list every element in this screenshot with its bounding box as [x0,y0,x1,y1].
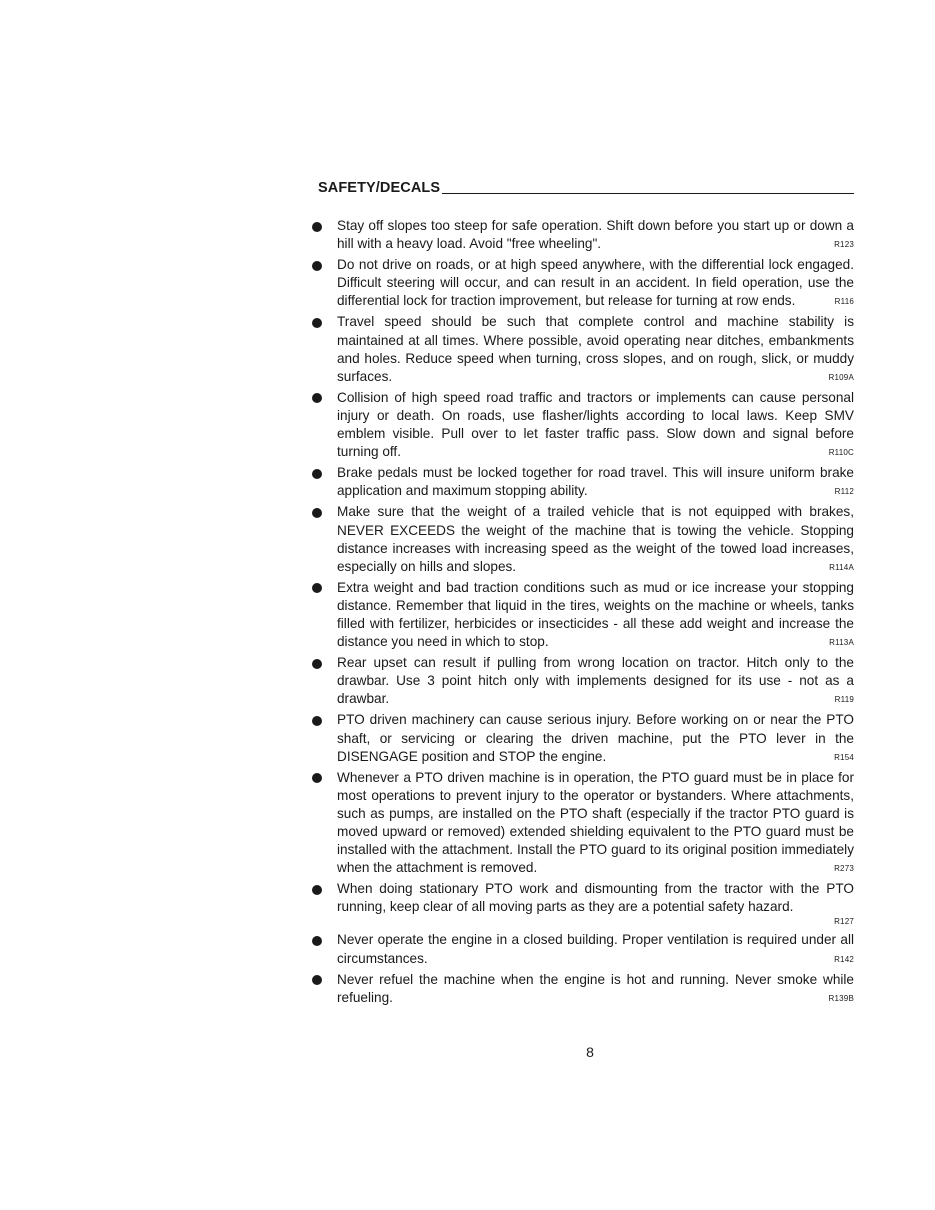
bullet-icon [312,773,322,783]
header-rule [442,193,854,194]
list-item [312,389,854,461]
list-item [312,931,854,967]
safety-list [312,217,854,1010]
item-text: Extra weight and bad traction conditions such as mud or ice increase your stopping distance. Remember that liquid in the tires, weights on the machine or wheels, tanks filled with fertilizer, herbicides or insecticides - all these add weight and increase the distance you need in which to stop. [337,579,854,650]
bullet-icon [312,583,322,593]
item-text: Never refuel the machine when the engine is hot and running. Never smoke while refueling. [337,971,854,1005]
list-item [312,217,854,253]
bullet-icon [312,318,322,328]
reference-code: R119 [834,695,854,705]
item-text: Whenever a PTO driven machine is in operation, the PTO guard must be in place for most operations to prevent injury to the operator or bystanders. Where attachments, such as pumps, are installed on the PTO shaft (especially if the tractor PTO guard is moved upward or removed) extended shielding equivalent to the PTO guard must be installed with the attachment. Install the PTO guard to its original position immediately when the attachment is removed. [337,769,854,876]
item-text: Rear upset can result if pulling from wrong location on tractor. Hitch only to the drawbar. Use 3 point hitch only with implements designed for its use - not as a drawbar. [337,655,854,707]
item-text: Never operate the engine in a closed building. Proper ventilation is required under all circumstances. [337,932,854,966]
list-item [312,503,854,575]
reference-code: R109A [828,372,854,382]
bullet-icon [312,659,322,669]
bullet-icon [312,975,322,985]
page-number: 8 [586,1044,594,1060]
item-text: Travel speed should be such that complete control and machine stability is maintained at all times. Where possible, avoid operating near ditches, embankments and holes. Reduce speed when turning, cross slopes, and on rough, slick, or muddy surfaces. [337,314,854,384]
bullet-icon [312,222,322,232]
bullet-icon [312,469,322,479]
reference-code: R139B [828,993,854,1003]
list-item [312,313,854,385]
reference-code: R142 [834,954,854,964]
reference-code: R112 [834,487,854,497]
item-text: Do not drive on roads, or at high speed anywhere, with the differential lock engaged. Difficult steering will occur, and can result in an accident. In field operation, use the differential lock for traction improvement, but release for turning at row ends. [337,257,854,309]
bullet-icon [312,508,322,518]
reference-code: R273 [834,864,854,874]
list-item [312,654,854,708]
reference-code: R116 [834,297,854,307]
list-item [312,464,854,500]
reference-code: R154 [834,752,854,762]
section-title: SAFETY/DECALS [318,180,441,196]
reference-code: R123 [834,240,854,250]
list-item [312,880,854,928]
item-text: When doing stationary PTO work and dismounting from the tractor with the PTO running, keep clear of all moving parts as they are a potential safety hazard. [337,881,854,915]
list-item [312,769,854,878]
bullet-icon [312,936,322,946]
bullet-icon [312,261,322,271]
list-item [312,256,854,310]
reference-code: R114A [829,562,854,572]
bullet-icon [312,885,322,895]
list-item [312,711,854,765]
item-text: Brake pedals must be locked together for road travel. This will insure uniform brake application and maximum stopping ability. [337,465,854,499]
reference-code: R110C [828,448,854,458]
bullet-icon [312,393,322,403]
item-text: Collision of high speed road traffic and tractors or implements can cause personal injury or death. On roads, use flasher/lights according to local laws. Keep SMV emblem visible. Pull over to let faster traffic pass. Slow down and signal before turning off. [337,389,854,460]
bullet-icon [312,716,322,726]
list-item [312,579,854,651]
reference-code: R113A [829,638,854,648]
reference-code: R127 [834,917,854,927]
item-text: Make sure that the weight of a trailed vehicle that is not equipped with brakes, NEVER EXCEEDS the weight of the machine that is towing the vehicle. Stopping distance increases with increasing speed as the weight of the towed load increases, especially on hills and slopes. [337,504,854,574]
list-item [312,971,854,1007]
section-header [318,180,854,196]
item-text: Stay off slopes too steep for safe operation. Shift down before you start up or down a hill with a heavy load. Avoid "free wheeling". [337,218,854,252]
item-text: PTO driven machinery can cause serious injury. Before working on or near the PTO shaft, or servicing or clearing the driven machine, put the PTO lever in the DISENGAGE position and STOP the engine. [337,712,854,764]
